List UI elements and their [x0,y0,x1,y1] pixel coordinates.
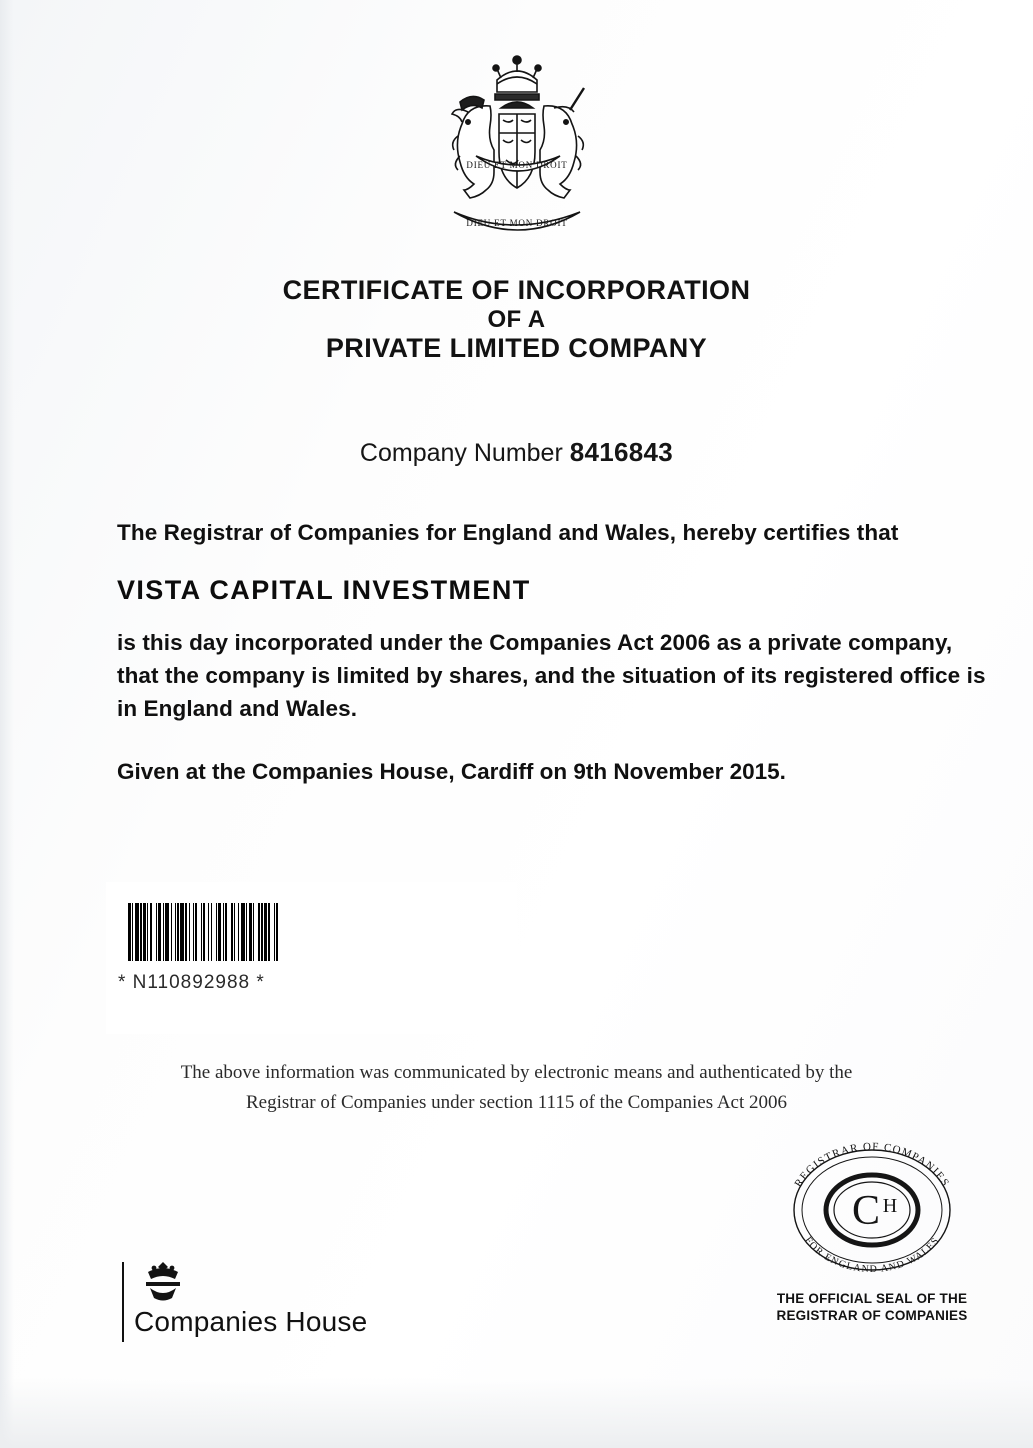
certificate-body [117,516,997,785]
footnote-line-1: The above information was communicated by electronic means and authenticated by the [180,1062,853,1083]
seal-caption [740,1290,1004,1324]
given-date: 9th November 2015. [573,759,786,784]
barcode-panel [106,882,517,1034]
seal-ring-text-top: REGISTRAR OF COMPANIES [792,1140,952,1190]
seal-monogram-h: H [882,1195,898,1217]
seal-caption-line-2: REGISTRAR OF COMPANIES [776,1308,968,1323]
intro-paragraph: The Registrar of Companies for England and Wales, hereby certifies that [117,520,899,545]
companies-house-wordmark: Companies House [134,1306,368,1337]
company-name: VISTA CAPITAL INVESTMENT [117,575,531,605]
seal-caption-line-1: THE OFFICIAL SEAL OF THE [776,1291,968,1306]
companies-house-logo [122,1258,462,1348]
given-paragraph [117,759,997,785]
barcode-code-text: * N110892988 * [118,972,265,993]
certificate-title [0,276,1033,363]
scan-edge-bottom [0,1378,1033,1448]
svg-text:FOR ENGLAND AND WALES [802,1235,942,1275]
svg-text:DIEU ET MON DROIT: DIEU ET MON DROIT [465,160,568,170]
company-number-label: Company Number [359,439,563,467]
given-prefix: Given at the Companies House, Cardiff on [117,759,574,784]
official-seal-icon [772,1138,972,1278]
title-line-2: OF A [487,306,546,333]
seal-ring-text-bottom: FOR ENGLAND AND WALES [802,1235,942,1276]
royal-coat-of-arms-icon [402,48,632,248]
title-line-3: PRIVATE LIMITED COMPANY [325,333,708,363]
barcode-icon [128,903,494,961]
crest-container [0,48,1033,253]
authentication-footnote [0,1058,1033,1118]
footnote-line-2: Registrar of Companies under section 1115 of the Companies Act 2006 [245,1092,788,1113]
title-line-1: CERTIFICATE OF INCORPORATION [282,275,751,305]
companies-house-crest-icon [136,1260,190,1304]
incorporation-paragraph: is this day incorporated under the Companies Act 2006 as a private company, that the company is limited by shares, and the situation of its registered office is in England and Wales. [117,630,986,721]
company-number-value: 8416843 [569,437,674,467]
svg-text:DIEU ET MON DROIT: DIEU ET MON DROIT [465,218,568,228]
seal-monogram-c: C [851,1188,881,1234]
company-number [0,437,1033,468]
logo-rule [122,1262,124,1342]
